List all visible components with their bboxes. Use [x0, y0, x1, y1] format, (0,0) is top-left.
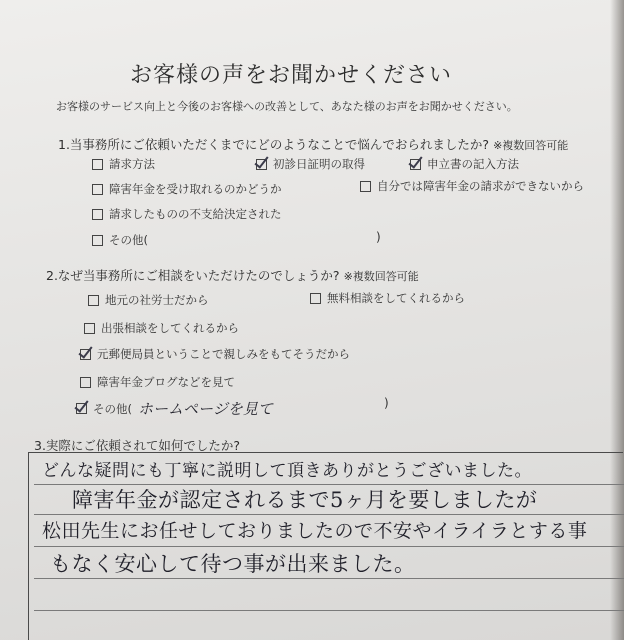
q2-option-former-postal[interactable]: 元郵便局員ということで親しみをもてそうだから [80, 346, 350, 362]
q1-option-cannot-claim-self[interactable]: 自分では障害年金の請求ができないから [360, 178, 584, 194]
question-3-text: 3.実際にご依頼されて如何でしたか? [34, 438, 241, 453]
q1-option-other[interactable]: その他( [92, 232, 148, 248]
question-2-text: 2.なぜ当事務所にご相談をいただけたのでしょうか? [46, 268, 340, 283]
q2-option-other[interactable]: その他( ホームページを見て [76, 398, 273, 419]
answer-rule [34, 514, 624, 515]
answer-line-4: もなく安心して待つ事が出来ました。 [50, 552, 416, 576]
question-2-note: ※複数回答可能 [343, 270, 419, 283]
answer-rule [34, 610, 624, 611]
question-1-text: 1.当事務所にご依頼いただくまでにどのようなことで悩んでおられましたか? [58, 137, 490, 152]
q1-option-eligibility[interactable]: 障害年金を受け取れるのかどうか [92, 181, 282, 197]
checkbox[interactable] [88, 295, 99, 306]
q2-option-free-consult[interactable]: 無料相談をしてくれるから [310, 290, 465, 306]
answer-line-1: どんな疑問にも丁寧に説明して頂きありがとうございました。 [42, 461, 532, 481]
checkbox[interactable] [310, 293, 321, 304]
q2-option-local[interactable]: 地元の社労士だから [88, 292, 209, 308]
checkbox[interactable] [92, 235, 103, 246]
checkbox[interactable] [84, 323, 95, 334]
q1-option-rejected[interactable]: 請求したものの不支給決定された [92, 206, 282, 222]
answer-line-2: 障害年金が認定されるまで5ヶ月を要しましたが [72, 488, 538, 512]
q1-other-close-paren: ) [376, 230, 381, 244]
q1-option-statement-form[interactable]: 申立書の記入方法 [410, 156, 519, 172]
question-2 [46, 266, 419, 284]
intro-text: お客様のサービス向上と今後のお客様への改善として、あなた様のお声をお聞かせください。 [56, 100, 518, 113]
checkbox-checked[interactable] [256, 159, 267, 170]
checkbox[interactable] [92, 184, 103, 195]
answer-line-3: 松田先生にお任せしておりましたので不安やイライラとする事 [42, 520, 588, 542]
q1-option-billing-method[interactable]: 請求方法 [92, 156, 155, 172]
question-1 [58, 135, 568, 153]
question-1-note: ※複数回答可能 [493, 139, 569, 152]
q2-option-visit-consult[interactable]: 出張相談をしてくれるから [84, 320, 239, 336]
q2-other-handwritten: ホームページを見て [138, 400, 273, 418]
answer-rule [34, 578, 624, 579]
checkbox-checked[interactable] [410, 159, 421, 170]
answer-rule [34, 546, 624, 547]
q1-option-first-visit-proof[interactable]: 初診日証明の取得 [256, 156, 365, 172]
q2-other-close-paren: ) [384, 396, 389, 410]
checkbox[interactable] [92, 209, 103, 220]
checkbox[interactable] [92, 159, 103, 170]
checkbox-checked[interactable] [80, 349, 91, 360]
page-title: お客様の声をお聞かせください [130, 63, 453, 88]
checkbox[interactable] [80, 377, 91, 388]
checkbox-checked[interactable] [76, 403, 87, 414]
q2-option-blog[interactable]: 障害年金ブログなどを見て [80, 374, 235, 390]
checkbox[interactable] [360, 181, 371, 192]
